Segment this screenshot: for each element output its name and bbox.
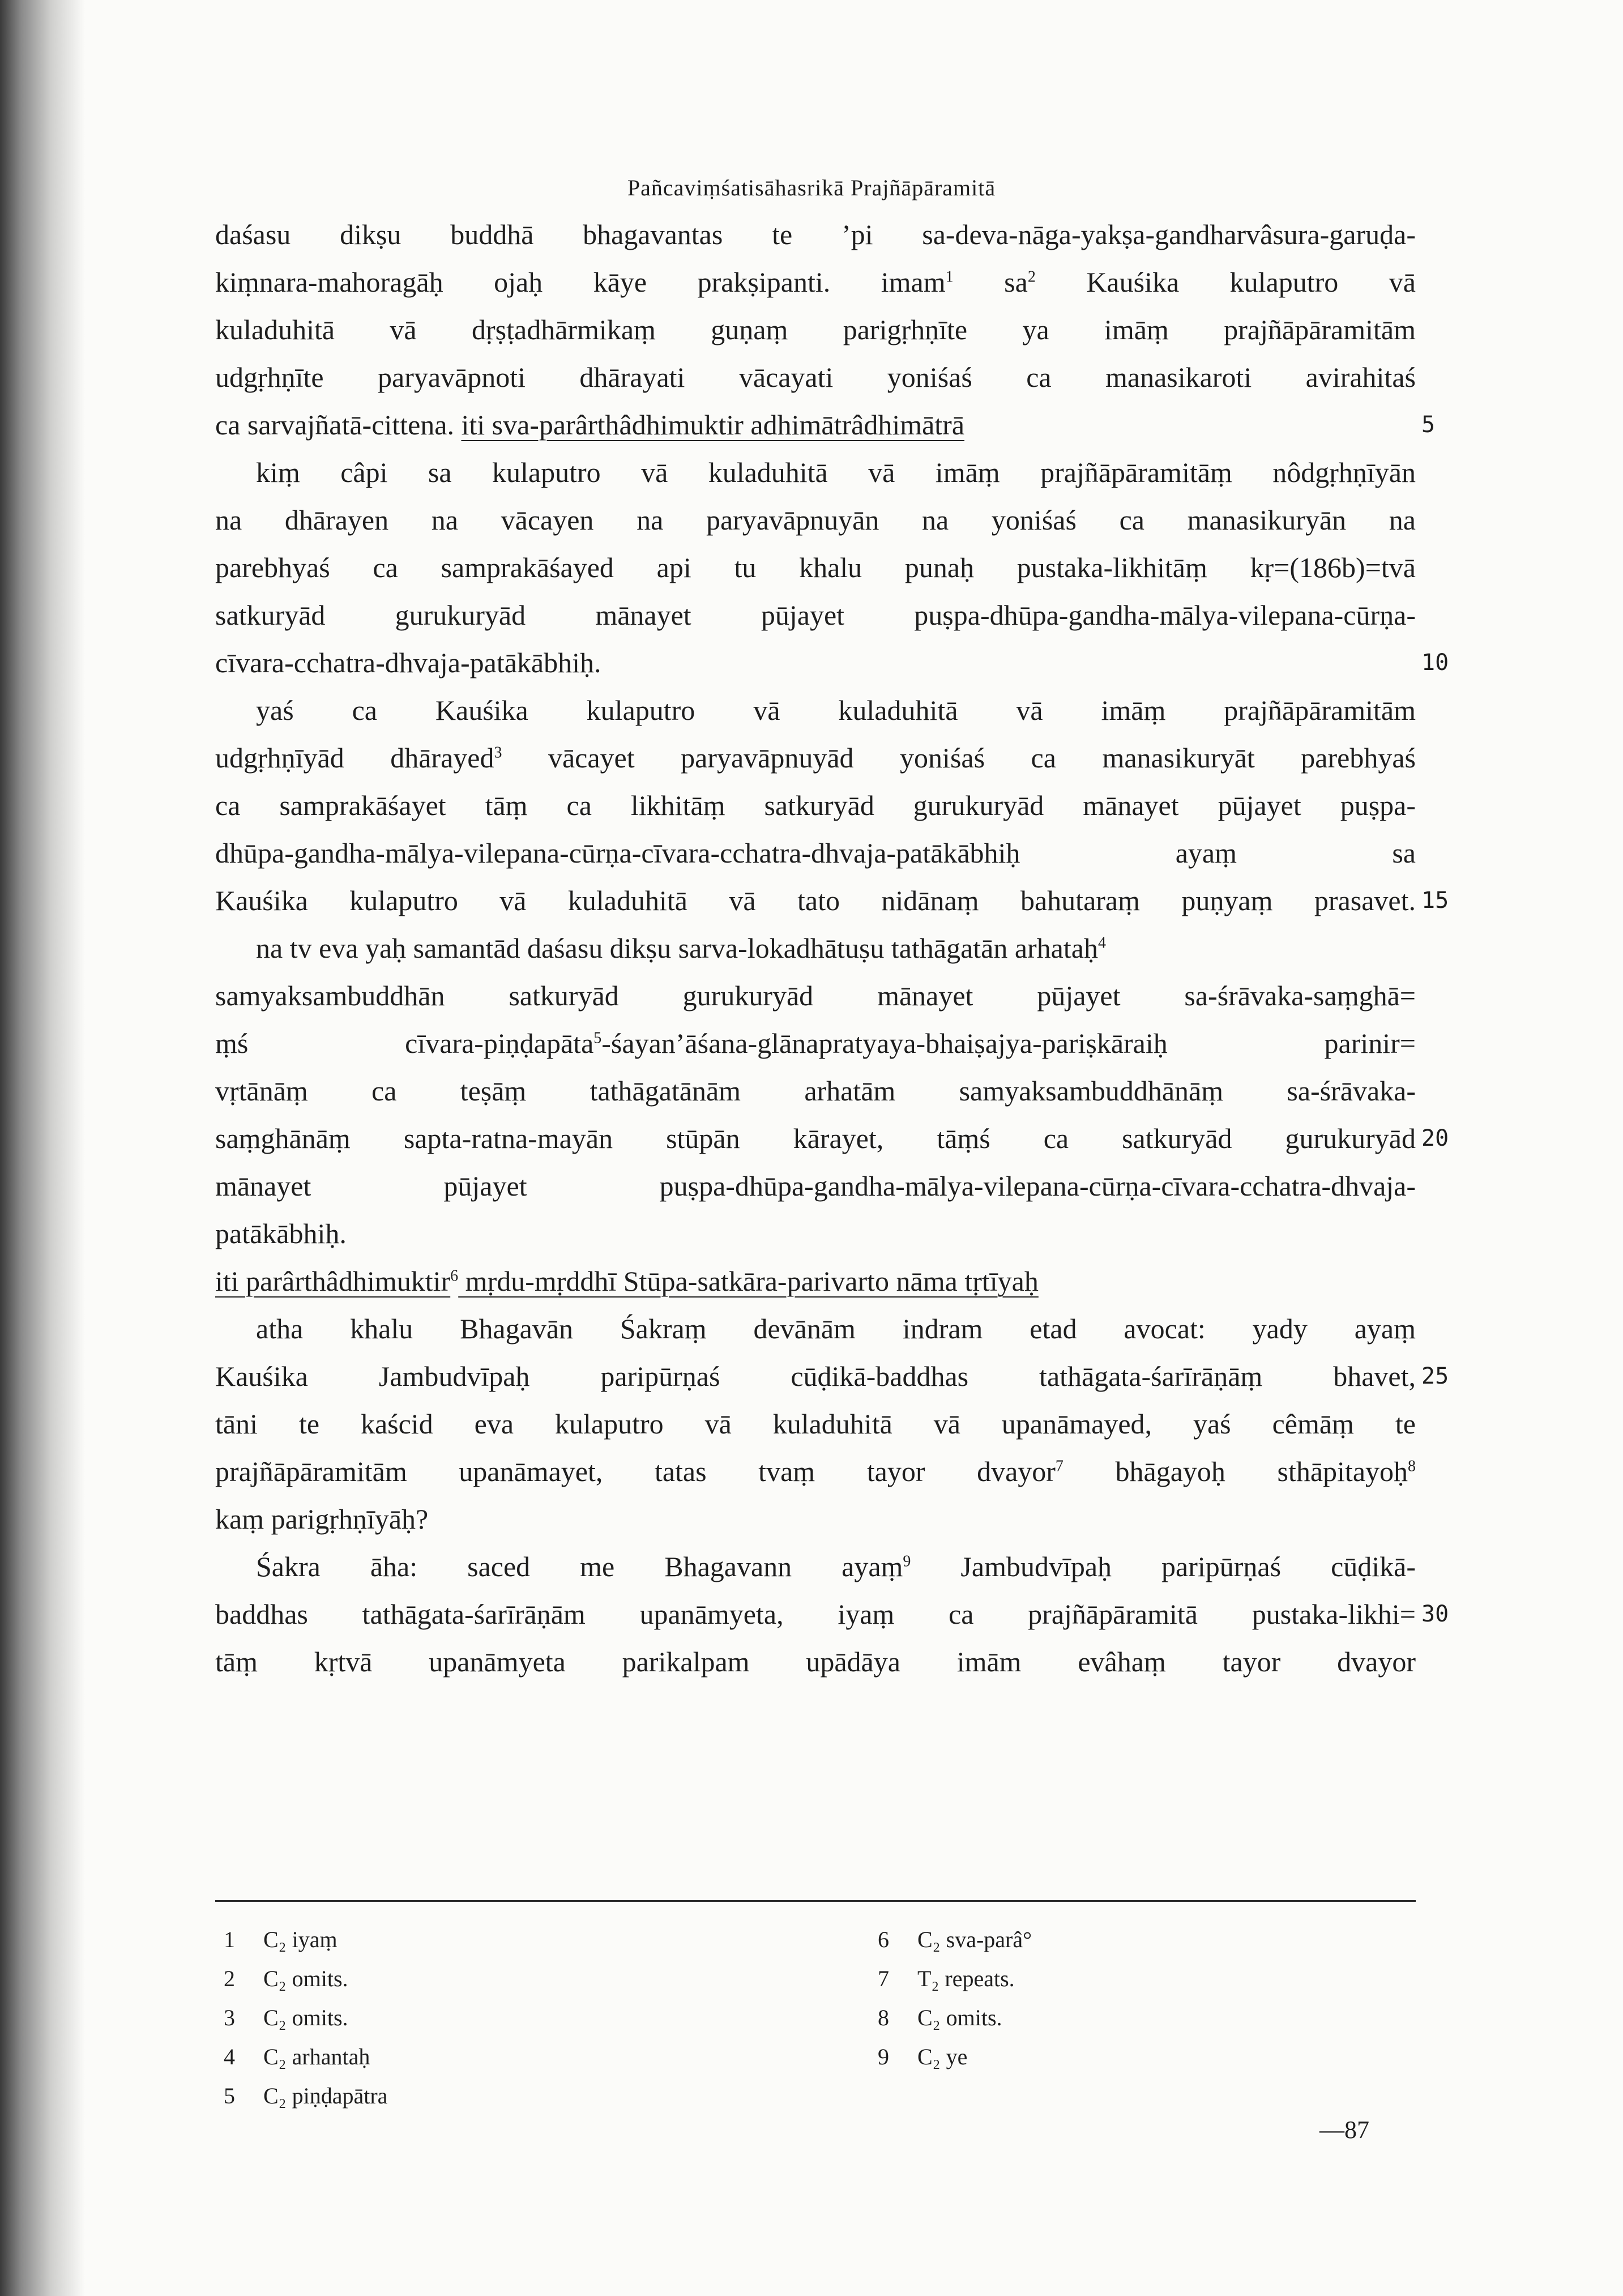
binding-shadow [0, 0, 85, 2296]
footnote: 1 C₂ iyaṃ [224, 1927, 338, 1952]
footnote-ref: 6 [450, 1267, 459, 1285]
text-line: cīvara-cchatra-dhvaja-patākābhiḥ. 10 [215, 639, 1416, 686]
footnote-ref: 3 [494, 744, 502, 762]
text-line: na dhārayen na vācayen na paryavāpnuyān na yoniśaś ca manasikuryān na [215, 504, 1416, 536]
text-line: daśasu dikṣu buddhā bhagavantas te ’pi sa-deva-nāga-yakṣa-gandharvâsura-garuḍa- [215, 219, 1416, 250]
text-line: ṃś cīvara-piṇḍapāta$^5$-śayan’āśana-glānapratyaya-bhaiṣajya-pariṣkāraiḥ parinir= [215, 1027, 1416, 1059]
text-line: samyaksambuddhān satkuryād gurukuryād mānayet pūjayet sa-śrāvaka-saṃghā= [215, 980, 1416, 1012]
footnote-ref: 5 [593, 1029, 602, 1047]
footnote: 4 C₂ arhantaḥ [224, 2044, 370, 2069]
line-number: 30 [1421, 1601, 1449, 1627]
text-line: udgṛhṇīte paryavāpnoti dhārayati vācayati yoniśaś ca manasikaroti avirahitaś [215, 361, 1416, 393]
colophon-underlined: iti sva-parârthâdhimuktir adhimātrâdhimātrā [461, 409, 965, 441]
text-line: dhūpa-gandha-mālya-vilepana-cūrṇa-cīvara-cchatra-dhvaja-patākābhiḥ ayaṃ sa [215, 837, 1416, 869]
footnote-ref: 7 [1055, 1457, 1064, 1475]
text-line: kuladuhitā vā dṛṣṭadhārmikaṃ guṇaṃ parigṛhṇīte ya imāṃ prajñāpāramitām [215, 314, 1416, 345]
chapter-colophon: iti parârthâdhimuktir$^6$ mṛdu-mṛddhī Stūpa-satkāra-parivarto nāma tṛtīyaḥ [215, 1265, 1039, 1297]
footnote: 9 C₂ ye [878, 2044, 968, 2069]
text-line: atha khalu Bhagavān Śakraṃ devānām indram etad avocat: yady ayaṃ [256, 1313, 1416, 1345]
text-line: Śakra āha: saced me Bhagavann ayaṃ$^9$ Jambudvīpaḥ paripūrṇaś cūḍikā- [256, 1551, 1416, 1582]
text-line: patākābhiḥ. [215, 1218, 347, 1249]
text-line: prajñāpāramitām upanāmayet, tatas tvaṃ tayor dvayor$^7$ bhāgayoḥ sthāpitayoḥ$^8$ [215, 1456, 1416, 1487]
text-line: saṃghānāṃ sapta-ratna-mayān stūpān kārayet, tāṃś ca satkuryād gurukuryād 20 [215, 1115, 1416, 1162]
line-number: 5 [1421, 412, 1436, 438]
text-line: tāni te kaścid eva kulaputro vā kuladuhitā vā upanāmayed, yaś cêmāṃ te [215, 1408, 1416, 1440]
text-line: kiṃnara-mahoragāḥ ojaḥ kāye prakṣipanti. imam$^1$ $sa^2$ Kauśika kulaputro vā [215, 266, 1416, 298]
footnote: 8 C₂ omits. [878, 2005, 1002, 2030]
text-line: ca samprakāśayet tāṃ ca likhitāṃ satkuryād gurukuryād mānayet pūjayet puṣpa- [215, 789, 1416, 821]
footnote: 2 C₂ omits. [224, 1966, 348, 1991]
footnote-ref: 8 [1408, 1457, 1416, 1475]
text-line: ca sarvajñatā-cittena. iti sva-parârthâdhimuktir adhimātrâdhimātrā 5 [215, 401, 1416, 449]
footnote: 5 C₂ piṇḍapātra [224, 2083, 388, 2109]
text-line: satkuryād gurukuryād mānayet pūjayet puṣpa-dhūpa-gandha-mālya-vilepana-cūrṇa- [215, 599, 1416, 631]
line-number: 20 [1421, 1125, 1449, 1151]
text-line: na tv eva yaḥ samantād daśasu dikṣu sarva-lokadhātuṣu tathāgatān arhataḥ$^4$ [256, 932, 1106, 964]
text-line: baddhas tathāgata-śarīrāṇām upanāmyeta, iyaṃ ca prajñāpāramitā pustaka-likhi= 30 [215, 1590, 1416, 1638]
line-number: 10 [1421, 650, 1449, 676]
text-line: kiṃ câpi sa kulaputro vā kuladuhitā vā imāṃ prajñāpāramitāṃ nôdgṛhṇīyān [256, 456, 1416, 488]
main-text [215, 211, 1449, 1685]
line-number: 25 [1421, 1363, 1449, 1389]
footnote: 7 T₂ repeats. [878, 1966, 1015, 1991]
text-line: Kauśika Jambudvīpaḥ paripūrṇaś cūḍikā-baddhas tathāgata-śarīrāṇāṃ bhavet, 25 [215, 1352, 1416, 1400]
line-number: 15 [1421, 887, 1449, 914]
text-line: udgṛhṇīyād dhārayed$^3$ vācayet paryavāpnuyād yoniśaś ca manasikuryāt parebhyaś [215, 742, 1416, 774]
text-line: yaś ca Kauśika kulaputro vā kuladuhitā vā imāṃ prajñāpāramitām [256, 694, 1416, 726]
footnote-ref: 9 [903, 1552, 911, 1571]
footnote-ref: 4 [1097, 934, 1106, 952]
text-line: Kauśika kulaputro vā kuladuhitā vā tato nidānaṃ bahutaraṃ puṇyaṃ prasavet. 15 [215, 877, 1416, 924]
footnote: 6 C₂ sva-parâ° [878, 1927, 1032, 1952]
text-line: mānayet pūjayet puṣpa-dhūpa-gandha-mālya-vilepana-cūrṇa-cīvara-cchatra-dhvaja- [215, 1170, 1416, 1202]
text-line: kaṃ parigṛhṇīyāḥ? [215, 1503, 429, 1535]
text-line: vṛtānāṃ ca teṣāṃ tathāgatānām arhatām samyaksambuddhānāṃ sa-śrāvaka- [215, 1075, 1416, 1107]
footnote-rule [215, 1900, 1416, 1902]
footnote-ref: 1 [945, 268, 954, 286]
running-header: Pañcaviṃśatisāhasrikā Prajñāpāramitā [627, 175, 996, 200]
footnote: 3 C₂ omits. [224, 2005, 348, 2030]
page-number: —87 [1319, 2116, 1369, 2144]
text-line: tāṃ kṛtvā upanāmyeta parikalpam upādāya imām evâhaṃ tayor dvayor [215, 1646, 1416, 1678]
footnote-ref: 2 [1027, 268, 1036, 286]
text-line: parebhyaś ca samprakāśayed api tu khalu punaḥ pustaka-likhitāṃ kṛ=(186b)=tvā [215, 552, 1416, 583]
